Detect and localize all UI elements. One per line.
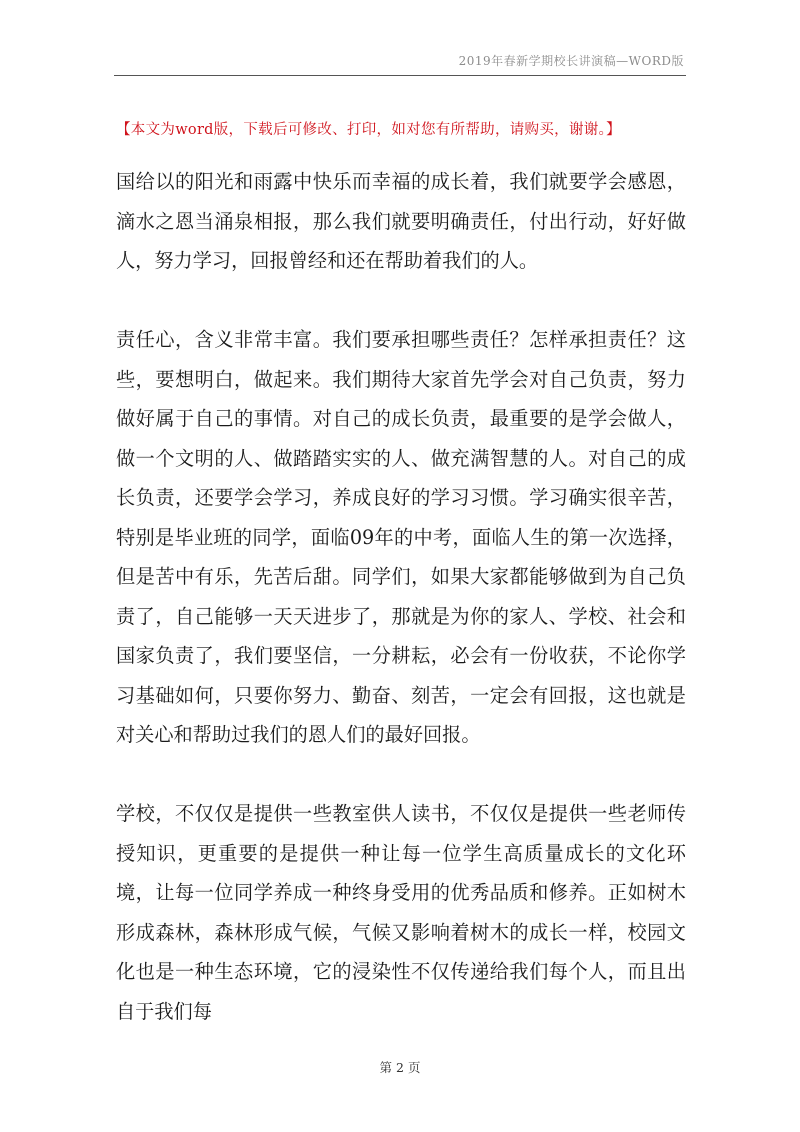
header-rule bbox=[114, 75, 686, 76]
body-content bbox=[116, 162, 686, 1031]
page-number: 第 2 页 bbox=[379, 1060, 421, 1075]
page-header-title: 2019年春新学期校长讲演稿—WORD版 bbox=[458, 54, 684, 68]
purchase-notice: 【本文为word版，下载后可修改、打印，如对您有所帮助，请购买，谢谢。】 bbox=[116, 122, 621, 138]
paragraph-2: 责任心，含义非常丰富。我们要承担哪些责任？怎样承担责任？这些，要想明白，做起来。我们期待大家首先学会对自己负责，努力做好属于自己的事情。对自己的成长负责，最重要的是学会做人，做一个文明的人、做踏踏实实的人、做充满智慧的人。对自己的成长负责，还要学会学习，养成良好的学习习惯。学习确实很辛苦，特别是毕业班的同学，面临09年的中考，面临人生的第一次选择，但是苦中有乐，先苦后甜。同学们，如果大家都能够做到为自己负责了，自己能够一天天进步了，那就是为你的家人、学校、社会和国家负责了，我们要坚信，一分耕耘，必会有一份收获，不论你学习基础如何，只要你努力、勤奋、刻苦，一定会有回报，这也就是对关心和帮助过我们的恩人们的最好回报。 bbox=[116, 328, 686, 746]
paragraph-3: 学校，不仅仅是提供一些教室供人读书，不仅仅是提供一些老师传授知识，更重要的是提供一种让每一位学生高质量成长的文化环境，让每一位同学养成一种终身受用的优秀品质和修养。正如树木形成森林，森林形成气候，气候又影响着树木的成长一样，校园文化也是一种生态环境，它的浸染性不仅传递给我们每个人，而且出自于我们每 bbox=[116, 802, 686, 1023]
paragraph-1: 国给以的阳光和雨露中快乐而幸福的成长着，我们就要学会感恩，滴水之恩当涌泉相报，那么我们就要明确责任，付出行动，好好做人，努力学习，回报曾经和还在帮助着我们的人。 bbox=[116, 170, 686, 272]
